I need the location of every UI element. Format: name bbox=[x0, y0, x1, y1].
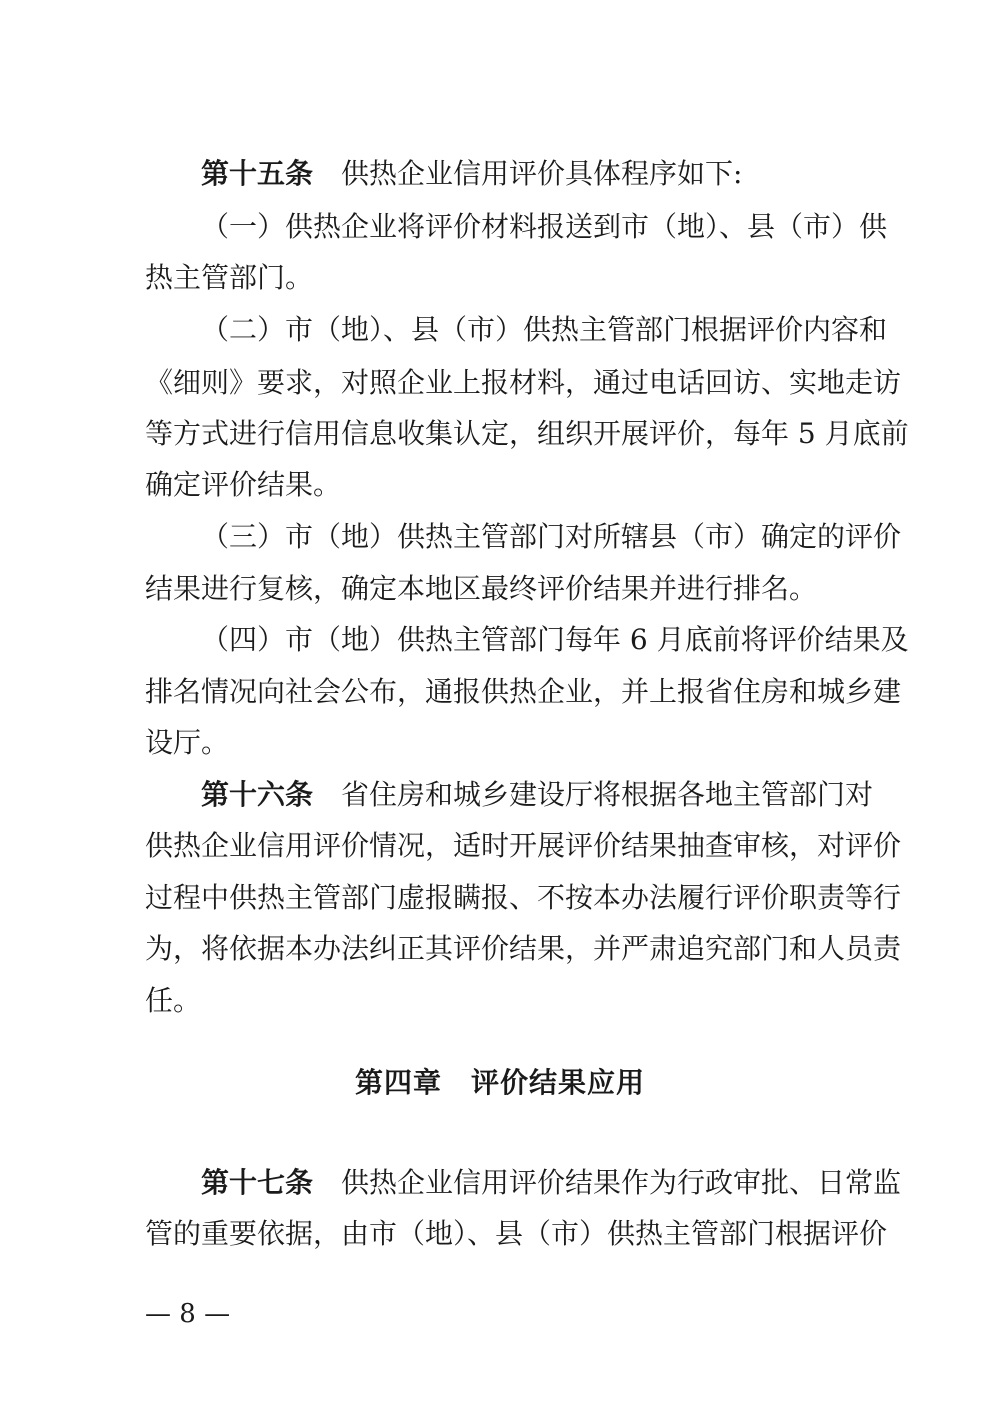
page-number: — 8 — bbox=[145, 1299, 231, 1329]
article-16-line-3: 过程中供热主管部门虚报瞒报、不按本办法履行评价职责等行 bbox=[145, 881, 902, 914]
article-17-line-2: 管的重要依据，由市（地）、县（市）供热主管部门根据评价 bbox=[145, 1217, 888, 1250]
article-16-heading: 第十六条 bbox=[201, 778, 314, 811]
article-15-first-line bbox=[145, 154, 857, 194]
article-16-line-2: 供热企业信用评价情况，适时开展评价结果抽查审核，对评价 bbox=[145, 829, 902, 862]
article-17-text: 供热企业信用评价结果作为行政审批、日常监 bbox=[341, 1166, 902, 1199]
item-3-line-2: 结果进行复核，确定本地区最终评价结果并进行排名。 bbox=[145, 572, 818, 605]
chapter-4-title: 第四章 评价结果应用 bbox=[354, 1066, 645, 1099]
item-1-line-1: （一）供热企业将评价材料报送到市（地）、县（市）供 bbox=[201, 210, 888, 243]
article-16-line-4: 为，将依据本办法纠正其评价结果，并严肃追究部门和人员责 bbox=[145, 932, 902, 965]
item-4-line-1: （四）市（地）供热主管部门每年 6 月底前将评价结果及 bbox=[201, 623, 909, 656]
article-17-heading: 第十七条 bbox=[201, 1166, 314, 1199]
article-15-text: 供热企业信用评价具体程序如下: bbox=[341, 157, 743, 190]
item-2-line-1: （二）市（地）、县（市）供热主管部门根据评价内容和 bbox=[201, 313, 888, 346]
article-16-text: 省住房和城乡建设厅将根据各地主管部门对 bbox=[341, 778, 874, 811]
article-17-first-line bbox=[145, 1163, 902, 1203]
article-15-heading: 第十五条 bbox=[201, 157, 314, 190]
item-2-line-4: 确定评价结果。 bbox=[145, 468, 342, 501]
article-16-line-5: 任。 bbox=[145, 984, 202, 1017]
item-3-line-1: （三）市（地）供热主管部门对所辖县（市）确定的评价 bbox=[201, 520, 902, 553]
item-4-line-3: 设厅。 bbox=[145, 726, 230, 759]
item-2-line-3: 等方式进行信用信息收集认定，组织开展评价，每年 5 月底前 bbox=[145, 417, 909, 450]
item-1-line-2: 热主管部门。 bbox=[145, 261, 314, 294]
item-2-line-2: 《细则》要求，对照企业上报材料，通过电话回访、实地走访 bbox=[145, 366, 902, 399]
item-4-line-2: 排名情况向社会公布，通报供热企业，并上报省住房和城乡建 bbox=[145, 675, 902, 708]
article-16-first-line bbox=[145, 775, 874, 815]
